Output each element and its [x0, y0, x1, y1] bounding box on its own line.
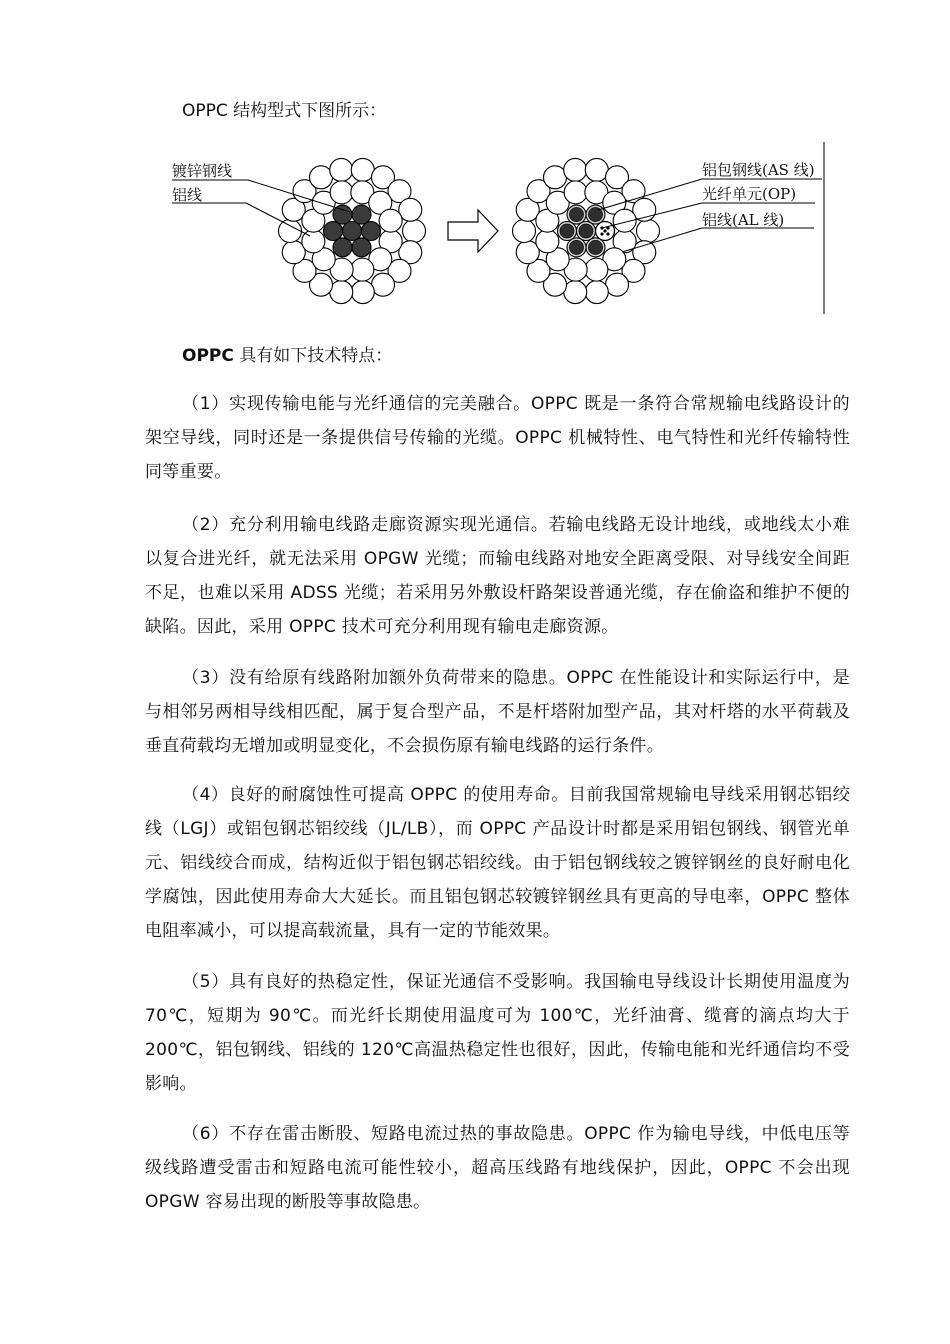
- paragraph-feature-3: （3）没有给原有线路附加额外负荷带来的隐患。OPPC 在性能设计和实际运行中，是与相邻另两相导线相匹配，属于复合型产品，不是杆塔附加型产品，其对杆塔的水平荷载及垂直荷载均无增加或明显变化，不会损伤原有输电线路的运行条件。: [145, 668, 850, 756]
- aluminum-wire-outer: [330, 158, 353, 181]
- galvanized-steel-wire: [362, 222, 381, 241]
- aluminum-wire-outer: [606, 273, 629, 296]
- label-aluminum-wire-left: 铝线: [172, 186, 203, 204]
- label-aluminum-wire-right: 铝线(AL 线): [702, 211, 785, 229]
- steel-core: [588, 240, 602, 254]
- aluminum-wire-outer: [585, 158, 608, 181]
- figure-intro-text: OPPC 结构型式下图所示：: [182, 101, 387, 121]
- aluminum-wire-inner: [536, 230, 559, 253]
- section-heading: [182, 344, 392, 368]
- aluminum-wire-inner: [564, 181, 587, 204]
- label-aluminum-clad-steel-wire: 铝包钢线(AS 线): [702, 161, 815, 179]
- aluminum-wire-inner: [585, 258, 608, 281]
- steel-core: [569, 207, 583, 221]
- paragraph-feature-1: （1）实现传输电能与光纤通信的完美融合。OPPC 既是一条符合常规输电线路设计的架空导线，同时还是一条提供信号传输的光缆。OPPC 机械特性、电气特性和光纤传输特性同等重要。: [145, 394, 850, 482]
- optical-fiber: [601, 233, 604, 236]
- galvanized-steel-wire: [324, 222, 343, 241]
- label-galvanized-steel-wire: 镀锌钢线: [172, 162, 233, 180]
- aluminum-wire-outer: [351, 281, 374, 304]
- galvanized-steel-wire: [333, 238, 352, 257]
- heading-bold: OPPC: [182, 346, 234, 366]
- galvanized-steel-wire: [343, 222, 362, 241]
- aluminum-wire-outer: [564, 281, 587, 304]
- label-optical-fiber-unit: 光纤单元(OP): [702, 185, 797, 203]
- optical-fiber: [604, 230, 607, 233]
- heading-text: 具有如下技术特点：: [233, 346, 393, 366]
- paragraph-feature-4: （4）良好的耐腐蚀性可提高 OPPC 的使用寿命。目前我国常规输电导线采用钢芯铝绞线（LGJ）或铝包钢芯铝绞线（JL/LB），而 OPPC 产品设计时都是采用铝包钢线、钢管光单元、铝线绞合而成，结构近似于铝包钢芯铝绞线。由于铝包钢线较之镀锌钢丝的良好耐电化学腐蚀，因此使用寿命大大延长。而且铝包钢芯较镀锌钢丝具有更高的导电率，OPPC 整体电阻率减小，可以提高载流量，具有一定的节能效果。: [145, 785, 850, 941]
- paragraph-feature-6: （6）不存在雷击断股、短路电流过热的事故隐患。OPPC 作为输电导线，中低电压等级线路遭受雷击和短路电流可能性较小，超高压线路有地线保护，因此，OPPC 不会出现 OPGW 容易出现的断股等事故隐患。: [145, 1124, 850, 1212]
- aluminum-wire-outer: [513, 220, 536, 243]
- galvanized-steel-wire: [352, 205, 371, 224]
- aluminum-wire-outer: [330, 281, 353, 304]
- aluminum-wire-outer: [351, 158, 374, 181]
- steel-core: [569, 240, 583, 254]
- optical-fiber: [607, 233, 610, 236]
- steel-core: [579, 224, 593, 238]
- oppc-cross-section: [513, 158, 660, 303]
- galvanized-steel-wire: [352, 238, 371, 257]
- aluminum-wire-outer: [564, 158, 587, 181]
- aluminum-wire-outer: [372, 273, 395, 296]
- oppc-structure-figure: [150, 140, 850, 320]
- aluminum-wire-outer: [403, 220, 426, 243]
- paragraph-feature-2: （2）充分利用输电线路走廊资源实现光通信。若输电线路无设计地线，或地线太小难以复合进光纤，就无法采用 OPGW 光缆；而输电线路对地安全距离受限、对导线安全间距不足，也难以采用 ADSS 光缆；若采用另外敷设杆路架设普通光缆，存在偷盗和维护不便的缺陷。因此，采用 OPPC 技术可充分利用现有输电走廊资源。: [145, 515, 850, 637]
- aluminum-wire-outer: [310, 166, 333, 189]
- aluminum-wire-inner: [379, 209, 402, 232]
- aluminum-wire-outer: [637, 220, 660, 243]
- aluminum-wire-outer: [585, 281, 608, 304]
- aluminum-wire-outer: [279, 220, 302, 243]
- aluminum-wire-inner: [330, 181, 353, 204]
- aluminum-wire-outer: [544, 166, 567, 189]
- aluminum-wire-inner: [351, 258, 374, 281]
- paragraph-feature-5: （5）具有良好的热稳定性，保证光通信不受影响。我国输电导线设计长期使用温度为 70℃，短期为 90℃。而光纤长期使用温度可为 100℃，光纤油膏、缆膏的滴点均大于 200℃，铝包钢线、铝线的 120℃高温热稳定性也很好，因此，传输电能和光纤通信均不受影响。: [145, 972, 850, 1094]
- steel-core: [560, 224, 574, 238]
- right-arrow-icon: [448, 210, 498, 252]
